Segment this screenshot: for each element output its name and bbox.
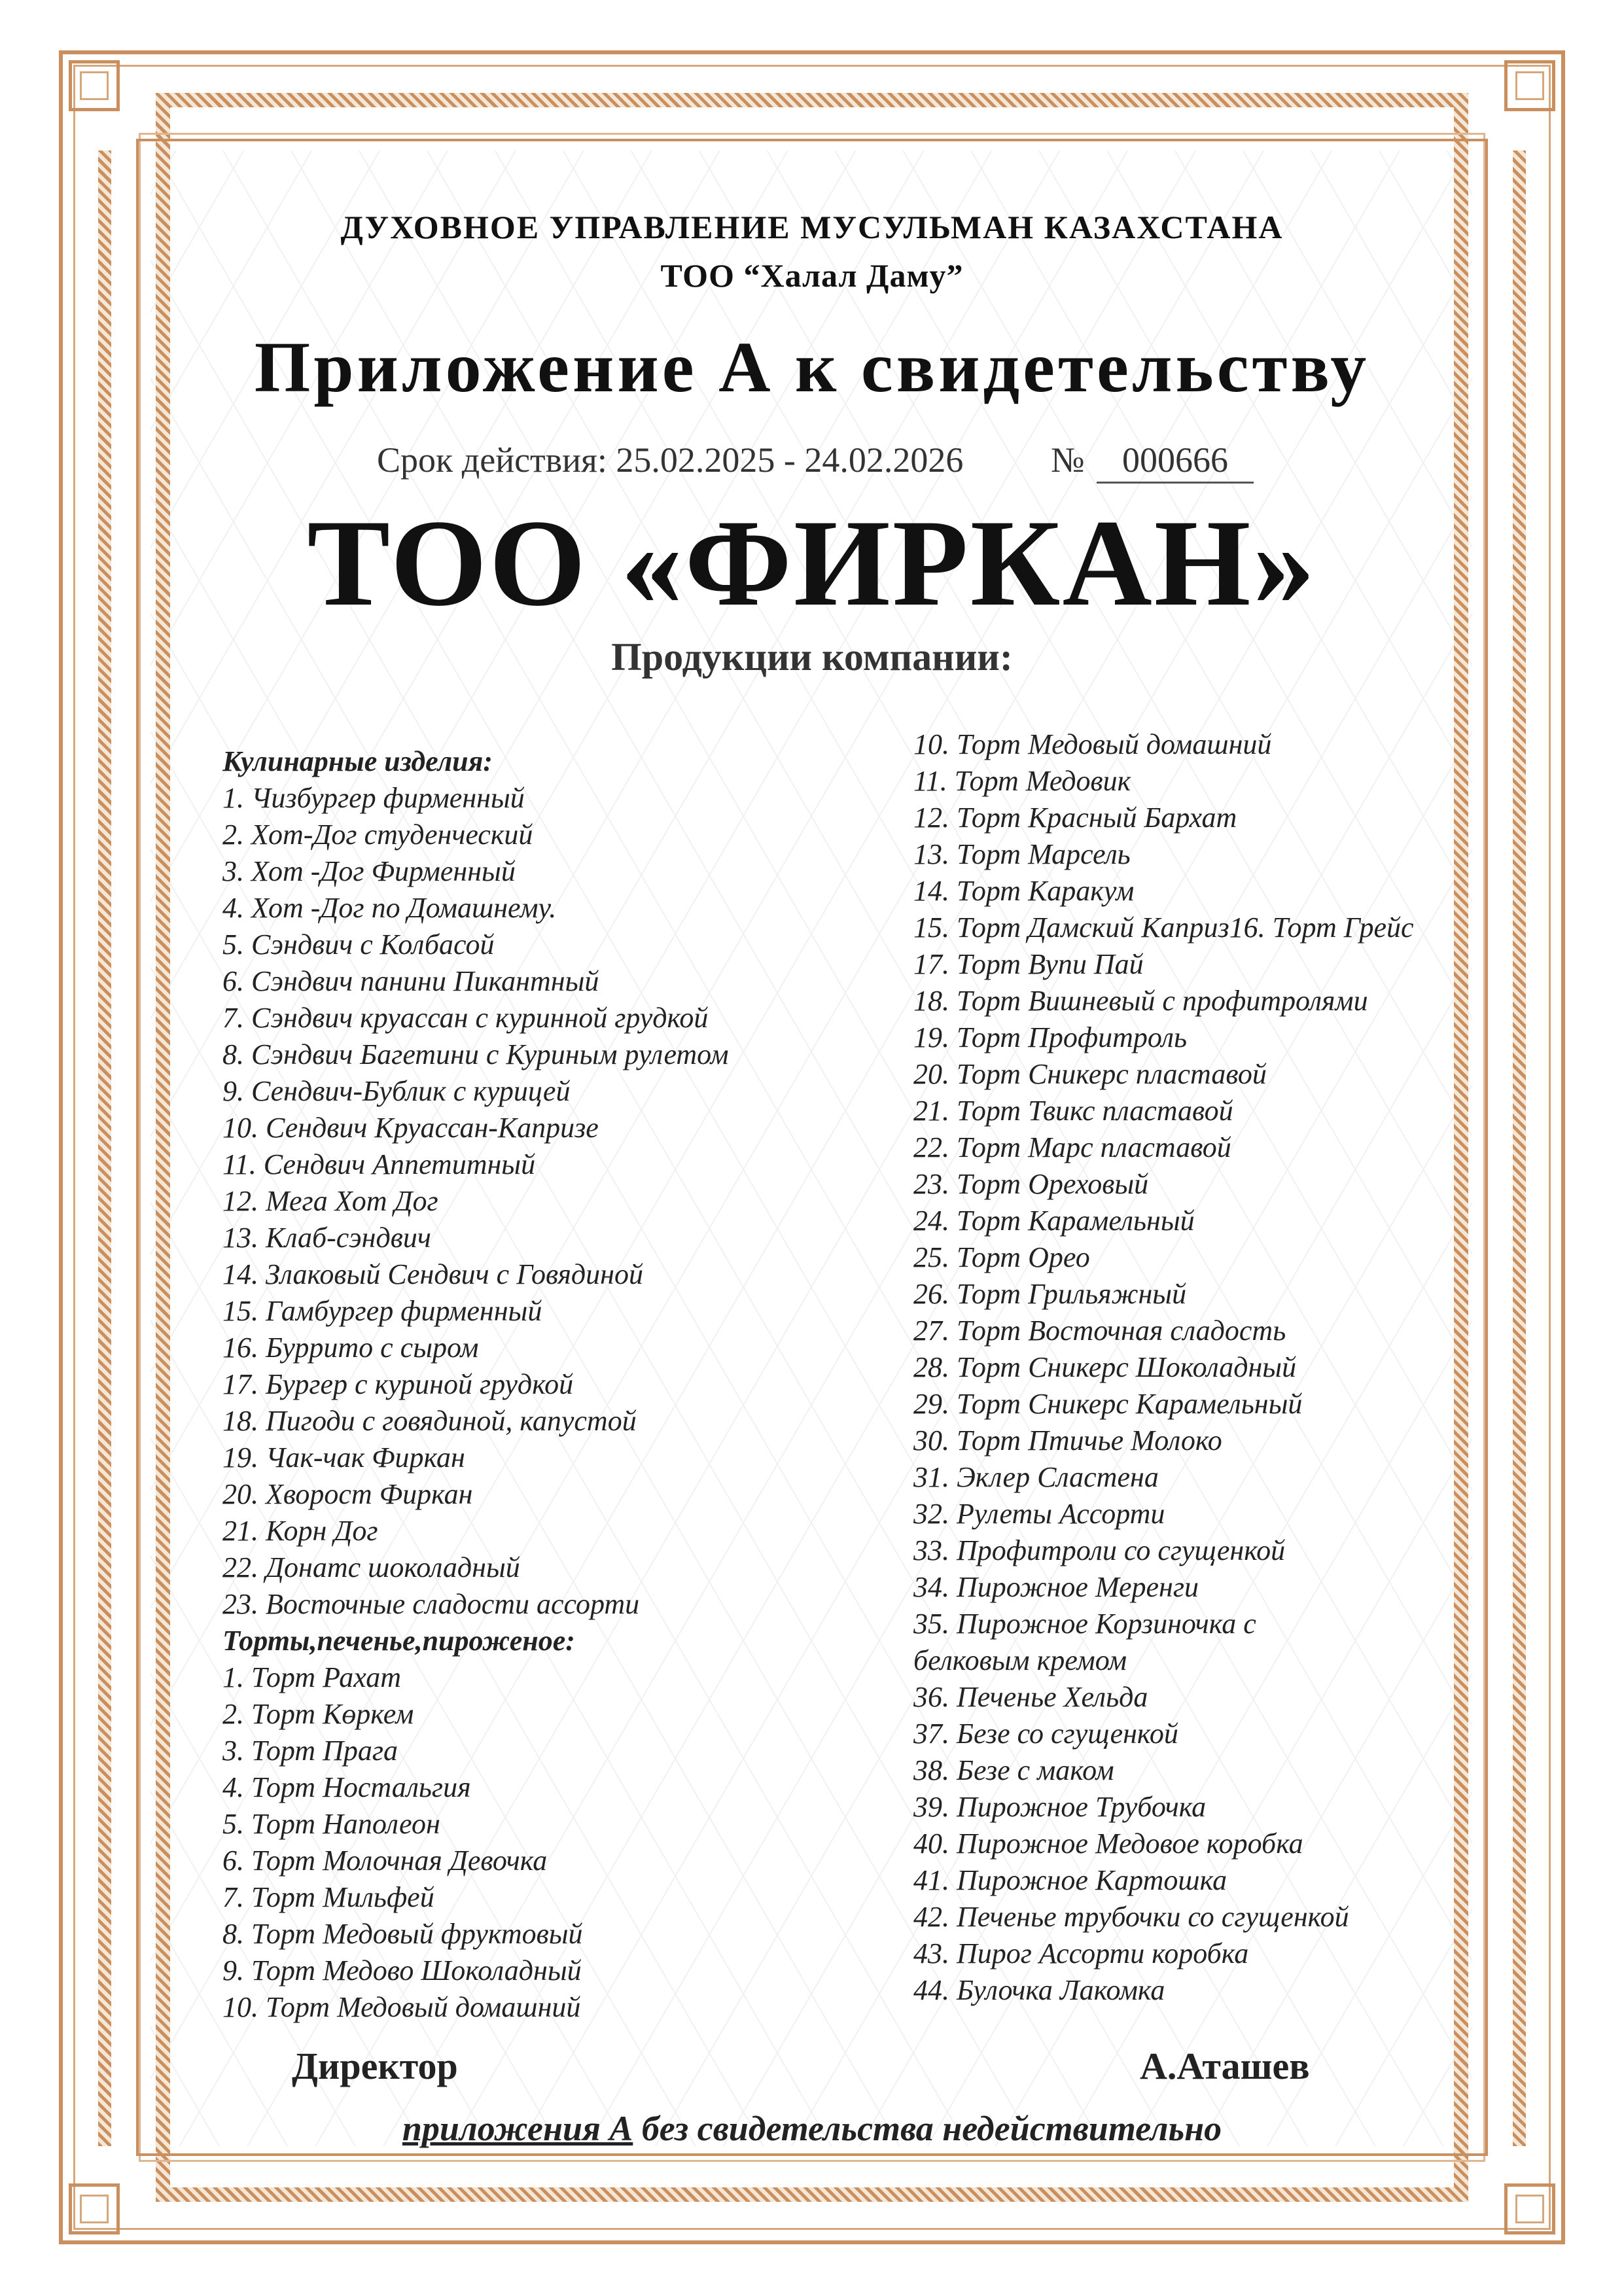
list-item: 17. Торт Вупи Пай — [913, 948, 1144, 980]
list-item: 16. Буррито с сыром — [222, 1332, 479, 1364]
list-item: 3. Хот -Дог Фирменный — [222, 855, 516, 887]
list-item: 12. Мега Хот Дог — [222, 1185, 438, 1217]
list-section-header: Кулинарные изделия: — [222, 745, 493, 777]
list-item: 4. Хот -Дог по Домашнему. — [222, 892, 557, 924]
list-item: 23. Торт Ореховый — [913, 1168, 1149, 1200]
list-item: 9. Сендвич-Бублик с курицей — [222, 1075, 571, 1107]
list-item: 14. Злаковый Сендвич с Говядиной — [222, 1258, 644, 1290]
corner-ornament-bottom-right — [1504, 2183, 1555, 2234]
list-item: 6. Торт Молочная Девочка — [222, 1845, 548, 1877]
list-item: 38. Безе с маком — [913, 1754, 1114, 1786]
company-name: ТОО «ФИРКАН» — [307, 495, 1317, 632]
list-item: 18. Торт Вишневый с профитролями — [913, 985, 1368, 1017]
right-hatched-strip — [1513, 150, 1526, 2146]
number-label: № — [1051, 440, 1085, 480]
list-item: 2. Торт Көркем — [222, 1698, 414, 1730]
list-item: 33. Профитроли со сгущенкой — [913, 1534, 1286, 1566]
list-item: 1. Чизбургер фирменный — [222, 782, 525, 814]
list-item: 11. Сендвич Аппетитный — [222, 1148, 536, 1180]
corner-ornament-top-left — [69, 60, 120, 111]
organization-name: ДУХОВНОЕ УПРАВЛЕНИЕ МУСУЛЬМАН КАЗАХСТАНА — [340, 209, 1284, 245]
validity-period: Срок действия: 25.02.2025 - 24.02.2026 — [377, 440, 964, 480]
list-item: 19. Чак-чак Фиркан — [222, 1441, 465, 1474]
list-item: 35. Пирожное Корзиночка с — [913, 1608, 1256, 1640]
product-list-left — [222, 743, 729, 2026]
list-item: 14. Торт Каракум — [913, 875, 1135, 907]
list-item: 5. Сэндвич с Колбасой — [222, 928, 495, 961]
list-item: белковым кремом — [913, 1644, 1127, 1676]
list-item: 24. Торт Карамельный — [913, 1205, 1195, 1237]
list-item: 4. Торт Ностальгия — [222, 1771, 471, 1803]
list-item: 17. Бургер с куриной грудкой — [222, 1368, 574, 1400]
product-list-right — [913, 726, 1414, 2009]
products-heading: Продукции компании: — [611, 635, 1013, 679]
list-item: 7. Торт Мильфей — [222, 1881, 434, 1913]
list-item: 13. Клаб-сэндвич — [222, 1222, 431, 1254]
list-item: 2. Хот-Дог студенческий — [222, 819, 533, 851]
list-item: 19. Торт Профитроль — [913, 1021, 1187, 1053]
corner-ornament-bottom-left — [69, 2183, 120, 2234]
list-item: 7. Сэндвич круассан с куринной грудкой — [222, 1002, 709, 1034]
list-item: 41. Пирожное Картошка — [913, 1864, 1227, 1896]
list-item: 22. Донатс шоколадный — [222, 1551, 520, 1583]
list-item: 42. Печенье трубочки со сгущенкой — [913, 1901, 1349, 1933]
signature-role: Директор — [292, 2045, 458, 2087]
footer-note-rest: без свидетельства недействительно — [633, 2109, 1222, 2148]
list-item: 37. Безе со сгущенкой — [913, 1718, 1178, 1750]
list-item: 27. Торт Восточная сладость — [913, 1315, 1286, 1347]
document-title: Приложение А к свидетельству — [254, 327, 1370, 407]
list-item: 20. Торт Сникерс пластавой — [913, 1058, 1267, 1090]
footer-note — [0, 2108, 1624, 2149]
corner-ornament-top-right — [1504, 60, 1555, 111]
list-item: 34. Пирожное Меренги — [913, 1571, 1199, 1603]
list-item: 12. Торт Красный Бархат — [913, 802, 1237, 834]
list-item: 32. Рулеты Ассорти — [913, 1498, 1165, 1530]
footer-note-underlined: приложения А — [402, 2109, 633, 2148]
list-item: 3. Торт Прага — [222, 1735, 398, 1767]
list-item: 36. Печенье Хельда — [913, 1681, 1148, 1713]
list-item: 6. Сэндвич панини Пикантный — [222, 965, 599, 997]
list-item: 26. Торт Грильяжный — [913, 1278, 1187, 1310]
certificate-number: 000666 — [1097, 440, 1254, 484]
subsidiary-name: ТОО “Халал Даму” — [660, 257, 964, 294]
list-item: 23. Восточные сладости ассорти — [222, 1588, 640, 1620]
list-item: 29. Торт Сникерс Карамельный — [913, 1388, 1303, 1420]
list-item: 43. Пирог Ассорти коробка — [913, 1937, 1249, 1969]
list-item: 13. Торт Марсель — [913, 838, 1131, 870]
list-item: 9. Торт Медово Шоколадный — [222, 1954, 582, 1987]
list-item: 5. Торт Наполеон — [222, 1808, 440, 1840]
list-item: 10. Торт Медовый домашний — [913, 728, 1272, 760]
list-item: 8. Торт Медовый фруктовый — [222, 1918, 583, 1950]
list-item: 28. Торт Сникерс Шоколадный — [913, 1351, 1297, 1383]
list-item: 31. Эклер Сластена — [913, 1461, 1159, 1493]
list-item: 15. Гамбургер фирменный — [222, 1295, 542, 1327]
list-item: 18. Пигоди с говядиной, капустой — [222, 1405, 637, 1437]
list-item: 11. Торт Медовик — [913, 765, 1131, 797]
list-item: 1. Торт Рахат — [222, 1661, 402, 1693]
list-item: 21. Корн Дог — [222, 1515, 378, 1547]
list-item: 40. Пирожное Медовое коробка — [913, 1828, 1303, 1860]
list-item: 30. Торт Птичье Молоко — [913, 1424, 1222, 1457]
list-item: 10. Сендвич Круассан-Капризе — [222, 1112, 599, 1144]
signature-name: А.Аташев — [1140, 2045, 1310, 2087]
list-item: 20. Хворост Фиркан — [222, 1478, 473, 1510]
list-item: 21. Торт Твикс пластавой — [913, 1095, 1233, 1127]
list-item: 22. Торт Марс пластавой — [913, 1131, 1231, 1163]
left-hatched-strip — [98, 150, 111, 2146]
list-item: 10. Торт Медовый домашний — [222, 1991, 581, 2023]
list-item: 39. Пирожное Трубочка — [913, 1791, 1207, 1823]
list-section-header: Торты,печенье,пироженое: — [222, 1625, 575, 1657]
list-item: 44. Булочка Лакомка — [913, 1974, 1165, 2006]
list-item: 15. Торт Дамский Каприз16. Торт Грейс — [913, 911, 1414, 944]
list-item: 25. Торт Орео — [913, 1241, 1090, 1273]
list-item: 8. Сэндвич Багетини с Куриным рулетом — [222, 1038, 729, 1070]
